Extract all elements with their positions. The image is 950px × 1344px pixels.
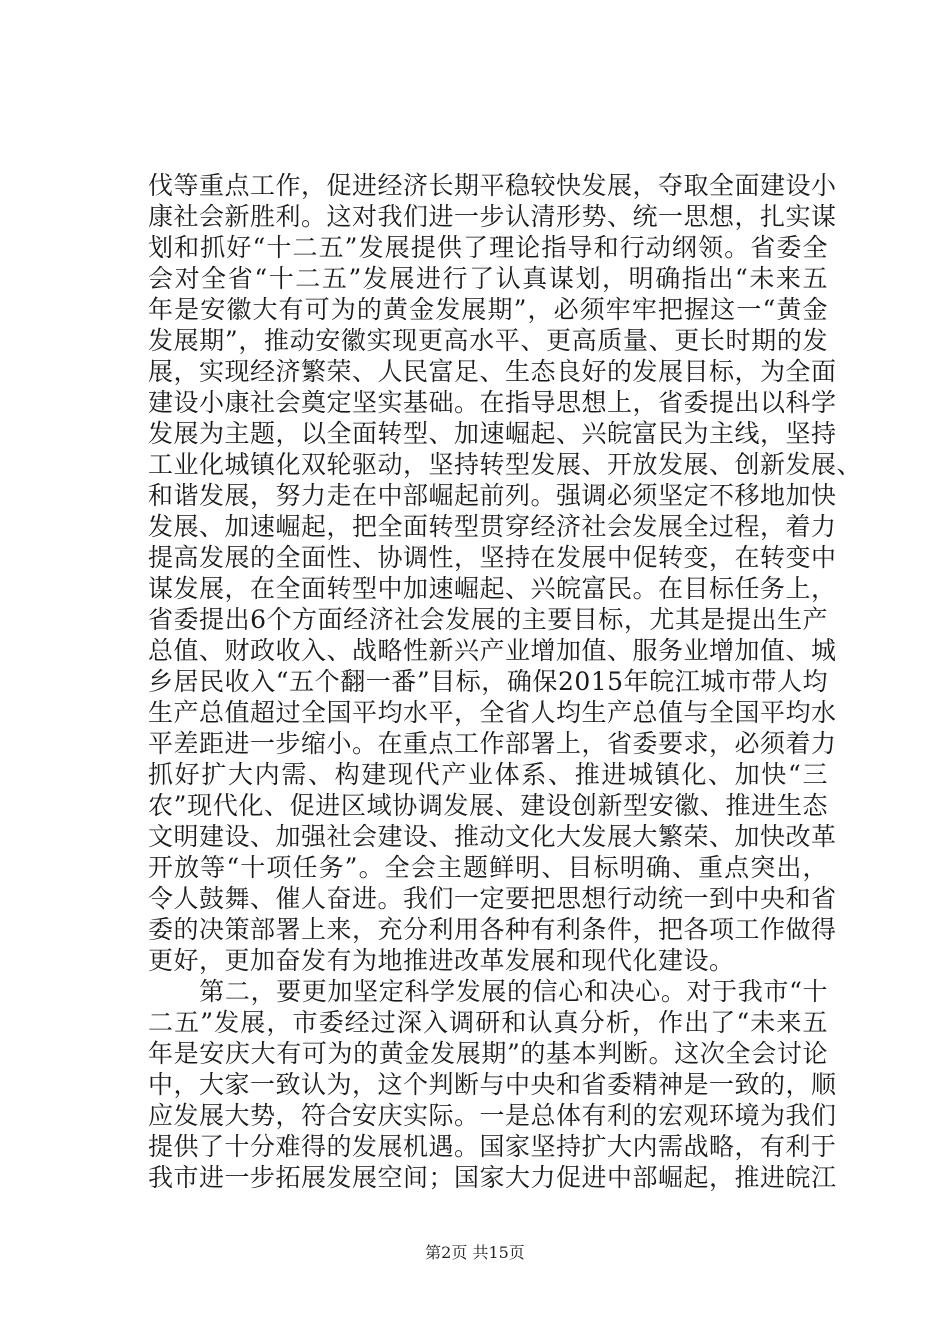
text-line-23: 开放等“十项任务”。全会主题鲜明、目标明确、重点突出， [148,853,828,882]
text-line-14: 谋发展，在全面转型中加速崛起、兴皖富民。在目标任务上， [148,574,837,603]
text-line-16: 总值、财政收入、战略性新兴产业增加值、服务业增加值、城 [148,636,837,665]
text-line-6: 发展期”，推动安徽实现更高水平、更高质量、更长时期的发 [148,326,828,355]
text-line-2: 康社会新胜利。这对我们进一步认清形势、统一思想，扎实谋 [148,202,837,231]
text-line-4: 会对全省“十二五”发展进行了认真谋划，明确指出“未来五 [148,264,828,293]
text-line-22: 文明建设、加强社会建设、推动文化大发展大繁荣、加快改革 [148,822,837,851]
text-line-7: 展，实现经济繁荣、人民富足、生态良好的发展目标，为全面 [148,357,837,386]
text-line-33: 我市进一步拓展发展空间；国家大力促进中部崛起，推进皖江 [148,1163,837,1192]
text-line-19: 平差距进一步缩小。在重点工作部署上，省委要求，必须着力 [148,729,837,758]
text-line-30: 中，大家一致认为，这个判断与中央和省委精神是一致的，顺 [148,1070,837,1099]
text-line-32: 提供了十分难得的发展机遇。国家坚持扩大内需战略，有利于 [148,1132,837,1161]
text-line-10: 工业化城镇化双轮驱动，坚持转型发展、开放发展、创新发展、 [148,450,863,479]
text-line-29: 年是安庆大有可为的黄金发展期”的基本判断。这次全会讨论 [148,1039,828,1068]
text-line-8: 建设小康社会奠定坚实基础。在指导思想上，省委提出以科学 [148,388,837,417]
body-text [148,170,863,1193]
text-line-25: 委的决策部署上来，充分利用各种有利条件，把各项工作做得 [148,915,837,944]
text-line-18: 生产总值超过全国平均水平，全省人均生产总值与全国平均水 [148,698,837,727]
text-line-5: 年是安徽大有可为的黄金发展期”，必须牢牢把握这一“黄金 [148,295,828,324]
text-line-28: 二五”发展，市委经过深入调研和认真分析，作出了“未来五 [148,1008,828,1037]
text-line-17: 乡居民收入“五个翻一番”目标，确保2015年皖江城市带人均 [148,667,828,696]
page-footer: 第2页 共15页 [425,1243,525,1262]
text-line-12: 发展、加速崛起，把全面转型贯穿经济社会发展全过程，着力 [148,512,837,541]
text-line-27: 第二，要更加坚定科学发展的信心和决心。对于我市“十 [148,977,828,1006]
text-line-24: 令人鼓舞、催人奋进。我们一定要把思想行动统一到中央和省 [148,884,837,913]
text-line-3: 划和抓好“十二五”发展提供了理论指导和行动纲领。省委全 [148,233,828,262]
text-line-15: 省委提出6个方面经济社会发展的主要目标，尤其是提出生产 [148,605,828,634]
text-line-21: 农”现代化、促进区域协调发展、建设创新型安徽、推进生态 [148,791,828,820]
text-line-1: 伐等重点工作，促进经济长期平稳较快发展，夺取全面建设小 [148,171,837,200]
text-line-11: 和谐发展，努力走在中部崛起前列。强调必须坚定不移地加快 [148,481,837,510]
text-line-20: 抓好扩大内需、构建现代产业体系、推进城镇化、加快“三 [148,760,828,789]
text-line-9: 发展为主题，以全面转型、加速崛起、兴皖富民为主线，坚持 [148,419,837,448]
text-line-26: 更好，更加奋发有为地推进改革发展和现代化建设。 [148,946,735,975]
text-line-13: 提高发展的全面性、协调性，坚持在发展中促转变，在转变中 [148,543,837,572]
text-line-31: 应发展大势，符合安庆实际。一是总体有利的宏观环境为我们 [148,1101,837,1130]
